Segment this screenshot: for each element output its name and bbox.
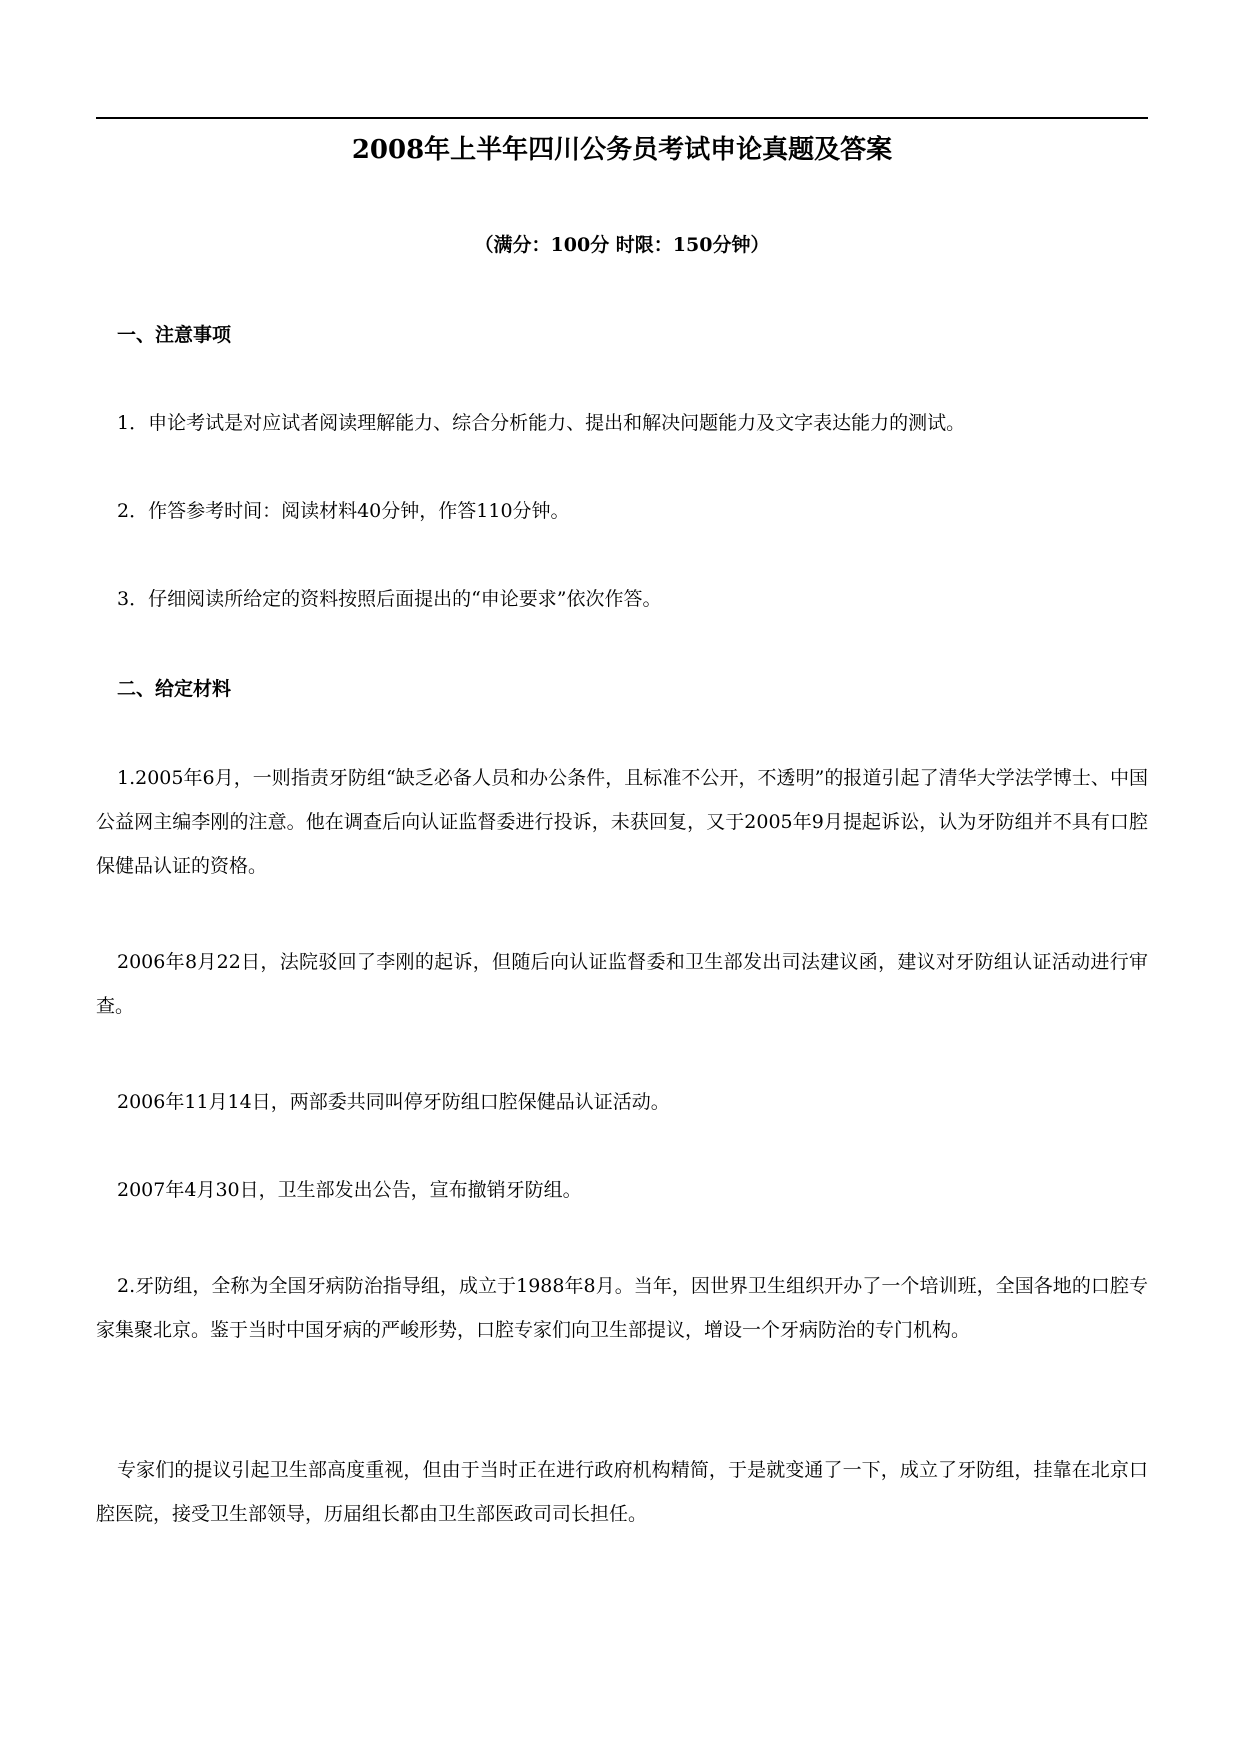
section-heading-materials: 二、给定材料	[117, 678, 232, 700]
material-paragraph-2: 2006年8月22日，法院驳回了李刚的起诉，但随后向认证监督委和卫生部发出司法建议函，建议对牙防组认证活动进行审查。	[96, 951, 1148, 1017]
exam-info: （满分：100分 时限：150分钟）	[474, 234, 770, 256]
note-item-2: 2．作答参考时间：阅读材料40分钟，作答110分钟。	[117, 500, 570, 522]
material-paragraph-3: 2006年11月14日，两部委共同叫停牙防组口腔保健品认证活动。	[117, 1091, 670, 1113]
note-item-3: 3．仔细阅读所给定的资料按照后面提出的“申论要求”依次作答。	[117, 588, 662, 610]
header-rule	[96, 117, 1148, 119]
material-paragraph-6: 专家们的提议引起卫生部高度重视，但由于当时正在进行政府机构精简，于是就变通了一下，成立了牙防组，挂靠在北京口腔医院，接受卫生部领导，历届组长都由卫生部医政司司长担任。	[96, 1459, 1148, 1525]
material-paragraph-1: 1.2005年6月，一则指责牙防组“缺乏必备人员和办公条件，且标准不公开，不透明”的报道引起了清华大学法学博士、中国公益网主编李刚的注意。他在调查后向认证监督委进行投诉，未获回复，又于2005年9月提起诉讼，认为牙防组并不具有口腔保健品认证的资格。	[96, 767, 1148, 877]
material-paragraph-5: 2.牙防组，全称为全国牙病防治指导组，成立于1988年8月。当年，因世界卫生组织开办了一个培训班，全国各地的口腔专家集聚北京。鉴于当时中国牙病的严峻形势，口腔专家们向卫生部提议，增设一个牙病防治的专门机构。	[96, 1275, 1148, 1341]
section-heading-notes: 一、注意事项	[117, 324, 232, 346]
note-item-1: 1．申论考试是对应试者阅读理解能力、综合分析能力、提出和解决问题能力及文字表达能力的测试。	[117, 412, 966, 434]
document-title: 2008年上半年四川公务员考试申论真题及答案	[351, 135, 893, 165]
material-paragraph-4: 2007年4月30日，卫生部发出公告，宣布撤销牙防组。	[117, 1179, 582, 1201]
